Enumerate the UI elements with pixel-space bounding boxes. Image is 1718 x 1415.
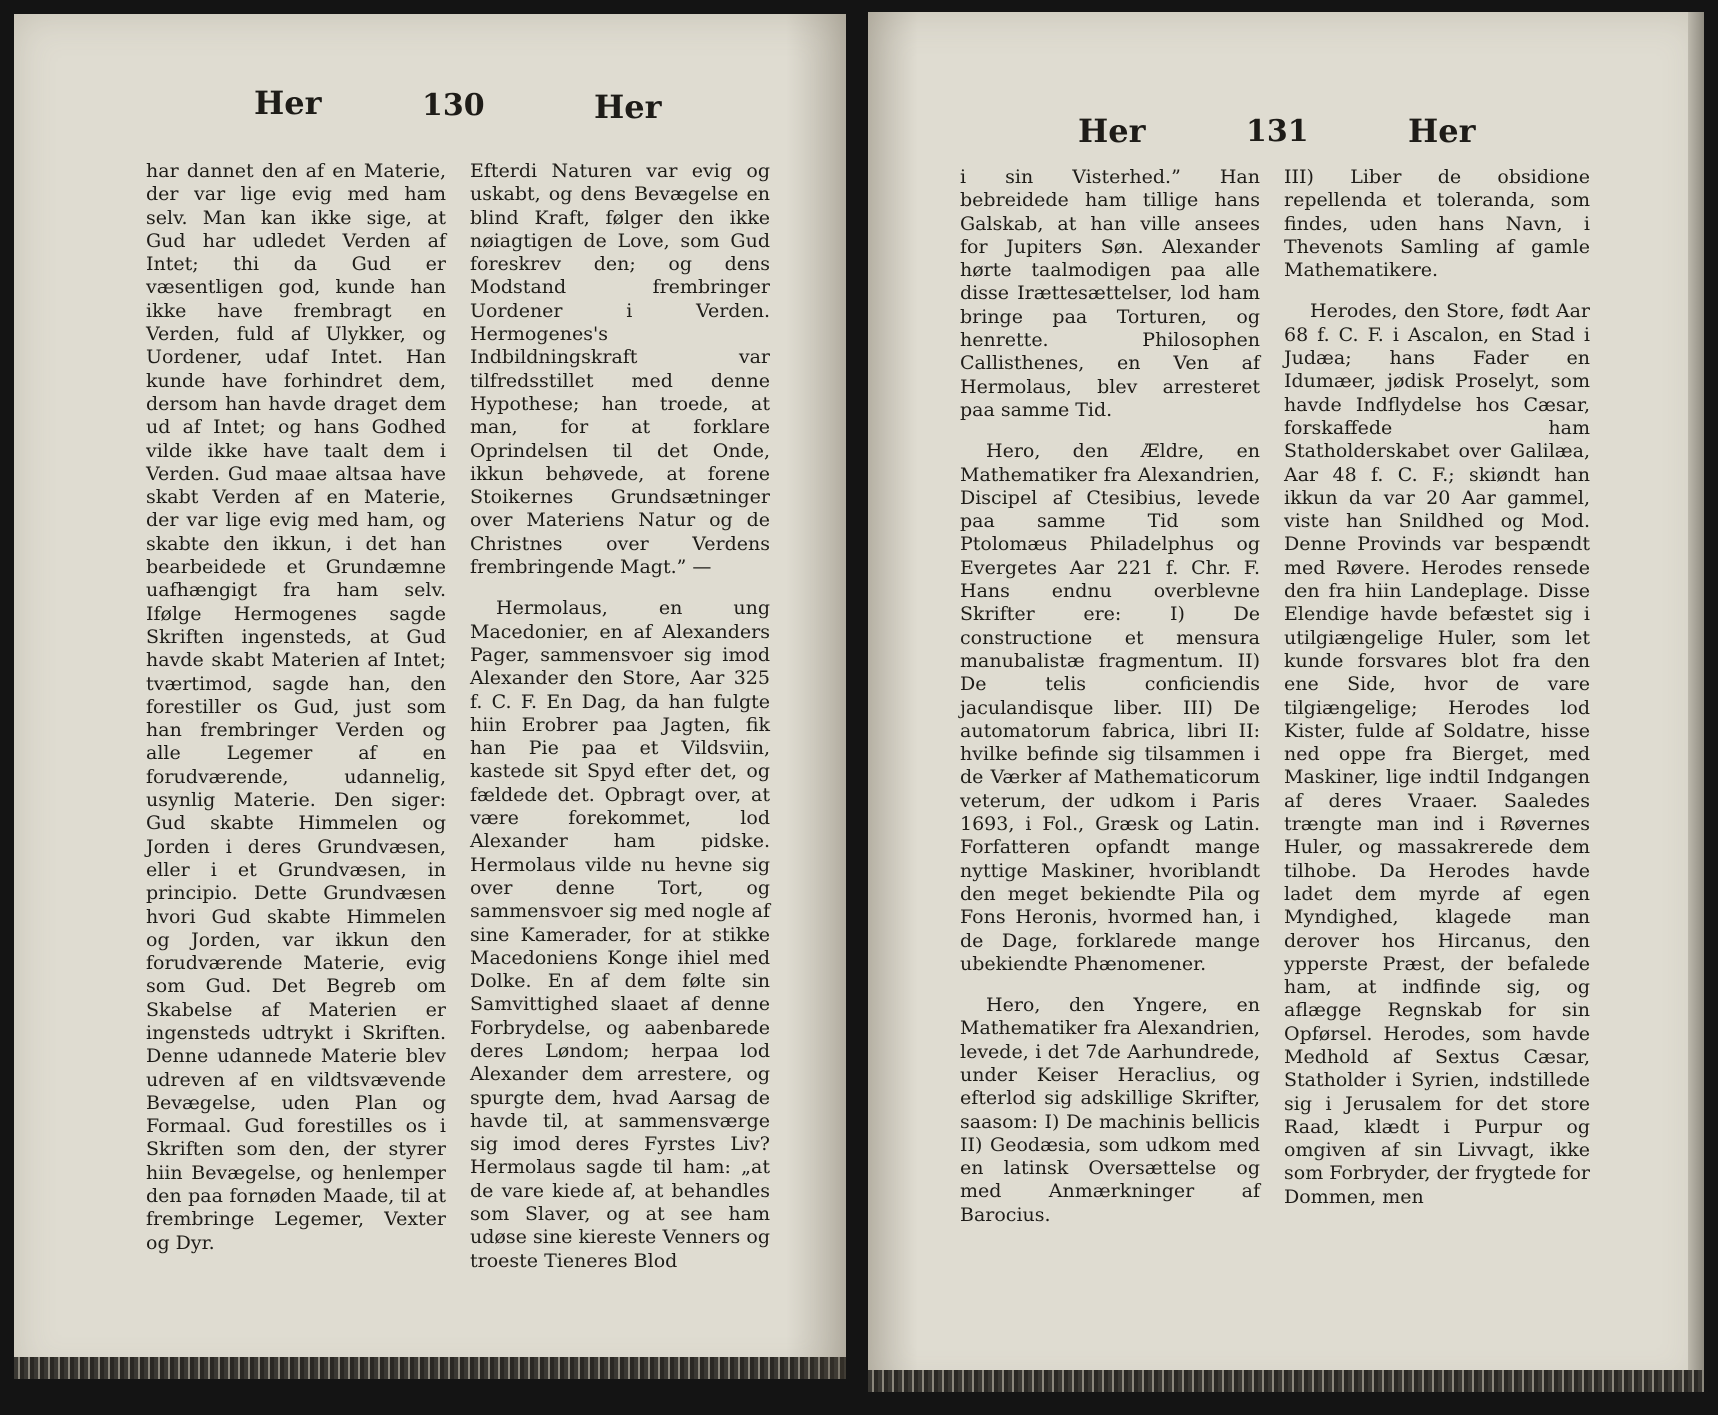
right-page-edge (868, 1370, 1704, 1392)
left-page-edge (14, 1357, 846, 1379)
right-page-header-left: Her (1078, 112, 1146, 150)
left-page-column-1 (146, 160, 446, 1255)
entry-hermolaus: Hermolaus, en ung Macedonier, en af Alexanders Pager, sammensvoer sig imod Alexander den Store, Aar 325 f. C. F. En Dag, da han fulgte hiin Erobrer paa Jagten, fik han Pie paa et Vildsviin, kastede sit Spyd efter det, og fældede det. Opbragt over, at være forekommet, lod Alexander ham pidske. Hermolaus vilde nu hevne sig over denne Tort, og sammensvoer sig med nogle af sine Kamerader, for at stikke Macedoniens Konge ihiel med Dolke. En af dem følte sin Samvittighed slaaet af denne Forbrydelse, og aabenbarede deres Løndom; herpaa lod Alexander dem arrestere, og spurgte dem, hvad Aarsag de havde til, at sammensværge sig imod deres Fyrstes Liv? Hermolaus sagde til ham: „at de vare kiede af, at behandles som Slaver, og at see ham udøse sine kiereste Venners og troeste Tieneres Blod (470, 597, 770, 1272)
paragraph-hermolaus-end: i sin Visterhed.” Han bebreidede ham tillige hans Galskab, at han ville ansees for Jupiters Søn. Alexander hørte taalmodigen paa alle disse Irættesættelser, lod ham bringe paa Torturen, og henrette. Philosophen Callisthenes, en Ven af Hermolaus, blev arresteret paa samme Tid. (960, 166, 1260, 421)
paragraph-hermogenes-continued: har dannet den af en Materie, der var lige evig med ham selv. Man kan ikke sige, at Gud har udledet Verden af Intet; thi da Gud er væsentligen god, kunde han ikke have frembragt en Verden, fuld af Ulykker, og Uordener, udaf Intet. Han kunde have forhindret dem, dersom han havde draget dem ud af Intet; og hans Godhed vilde ikke have taalt dem i Verden. Gud maae altsaa have skabt Verden af en Materie, der var lige evig med ham, og skabte den ikkun, i det han bearbeidede et Grundæmne uafhængigt fra ham selv. Ifølge Hermogenes sagde Skriften ingensteds, at Gud havde skabt Materien af Intet; tværtimod, sagde han, den forestiller os Gud, just som han frembringer Verden og alle Legemer af en forudværende, udannelig, usynlig Materie. Den siger: Gud skabte Himmelen og Jorden i deres Grundvæsen, eller i et Grundvæsen, in principio. Dette Grundvæsen hvori Gud skabte Himmelen og Jorden, var ikkun den forudværende Materie, evig som Gud. Det Begreb om Skabelse af Materien er ingensteds udtrykt i Skriften. Denne udannede Materie blev udreven af en vildtsvævende Bevægelse, uden Plan og Formaal. Gud forestilles os i Skriften som den, der styrer hiin Bevægelse, og henlemper den paa fornøden Maade, til at frembringe Legemer, Vexter og Dyr. (146, 160, 446, 1254)
right-page-column-1 (960, 166, 1260, 1227)
paragraph-hero-writings-end: III) Liber de obsidione repellenda et toleranda, som findes, uden hans Navn, i Thevenots Samling af gamle Mathematikere. (1284, 166, 1590, 282)
right-page-fore-edge (1688, 12, 1704, 1392)
entry-herodes: Herodes, den Store, født Aar 68 f. C. F. i Ascalon, en Stad i Judæa; hans Fader en Idumæer, jødisk Proselyt, som havde Indflydelse hos Cæsar, forskaffede ham Statholderskabet over Galilæa, Aar 48 f. C. F.; skiøndt han ikkun da var 20 Aar gammel, viste han Snildhed og Mod. Denne Provinds var bespændt med Røvere. Herodes rensede den fra hiin Landeplage. Disse Elendige havde befæstet sig i utilgiængelige Huler, som let kunde forsvares blot fra den ene Side, hvor de vare tilgiængelige; Herodes lod Kister, fulde af Soldatre, hisse ned oppe fra Bierget, med Maskiner, lige indtil Indgangen af deres Vraaer. Saaledes trængte man ind i Røvernes Huler, og massakrerede dem tilhobe. Da Herodes havde ladet dem myrde af egen Myndighed, klagede man derover hos Hircanus, den ypperste Præst, der befalede ham, at indfinde sig, og aflægge Regnskab for sin Opførsel. Herodes, som havde Medhold af Sextus Cæsar, Statholder i Syrien, indstillede sig i Jerusalem for det store Raad, klædt i Purpur og omgiven af sin Livvagt, ikke som Forbryder, der frygtede for Dommen, men (1284, 300, 1590, 1208)
left-page-column-2 (470, 160, 770, 1273)
left-page-number: 130 (422, 88, 485, 123)
right-page-header-right: Her (1408, 112, 1476, 150)
entry-hero-younger: Hero, den Yngere, en Mathematiker fra Alexandrien, levede, i det 7de Aarhundrede, under Keiser Heraclius, og efterlod sig adskillige Skrifter, saasom: I) De machinis bellicis II) Geodæsia, som udkom med en latinsk Oversættelse og med Anmærkninger af Barocius. (960, 994, 1260, 1226)
right-page (868, 12, 1704, 1392)
left-page (14, 14, 846, 1379)
paragraph-hermogenes-end: Efterdi Naturen var evig og uskabt, og dens Bevægelse en blind Kraft, følger den ikke nøiagtigen de Love, som Gud foreskrev den; og dens Modstand frembringer Uordener i Verden. Hermogenes's Indbildningskraft var tilfredsstillet med denne Hypothese; han troede, at man, for at forklare Oprindelsen til det Onde, ikkun behøvede, at forene Stoikernes Grundsætninger over Materiens Natur og de Christnes over Verdens frembringende Magt.” — (470, 160, 770, 579)
right-page-number: 131 (1246, 114, 1309, 149)
entry-hero-elder: Hero, den Ældre, en Mathematiker fra Alexandrien, Discipel af Ctesibius, levede paa samme Tid som Ptolomæus Philadelphus og Evergetes Aar 221 f. Chr. F. Hans endnu overblevne Skrifter ere: I) De constructione et mensura manubalistæ fragmentum. II) De telis conficiendis jaculandisque liber. III) De automatorum fabrica, libri II: hvilke befinde sig tilsammen i de Værker af Mathematicorum veterum, der udkom i Paris 1693, i Fol., Græsk og Latin. Forfatteren opfandt mange nyttige Maskiner, hvoriblandt den meget bekiendte Pila og Fons Heronis, hvormed han, i de Dage, forklarede mange ubekiendte Phænomener. (960, 440, 1260, 975)
right-page-column-2 (1284, 166, 1590, 1209)
left-page-header-right: Her (594, 88, 662, 126)
left-page-header-left: Her (254, 84, 322, 122)
